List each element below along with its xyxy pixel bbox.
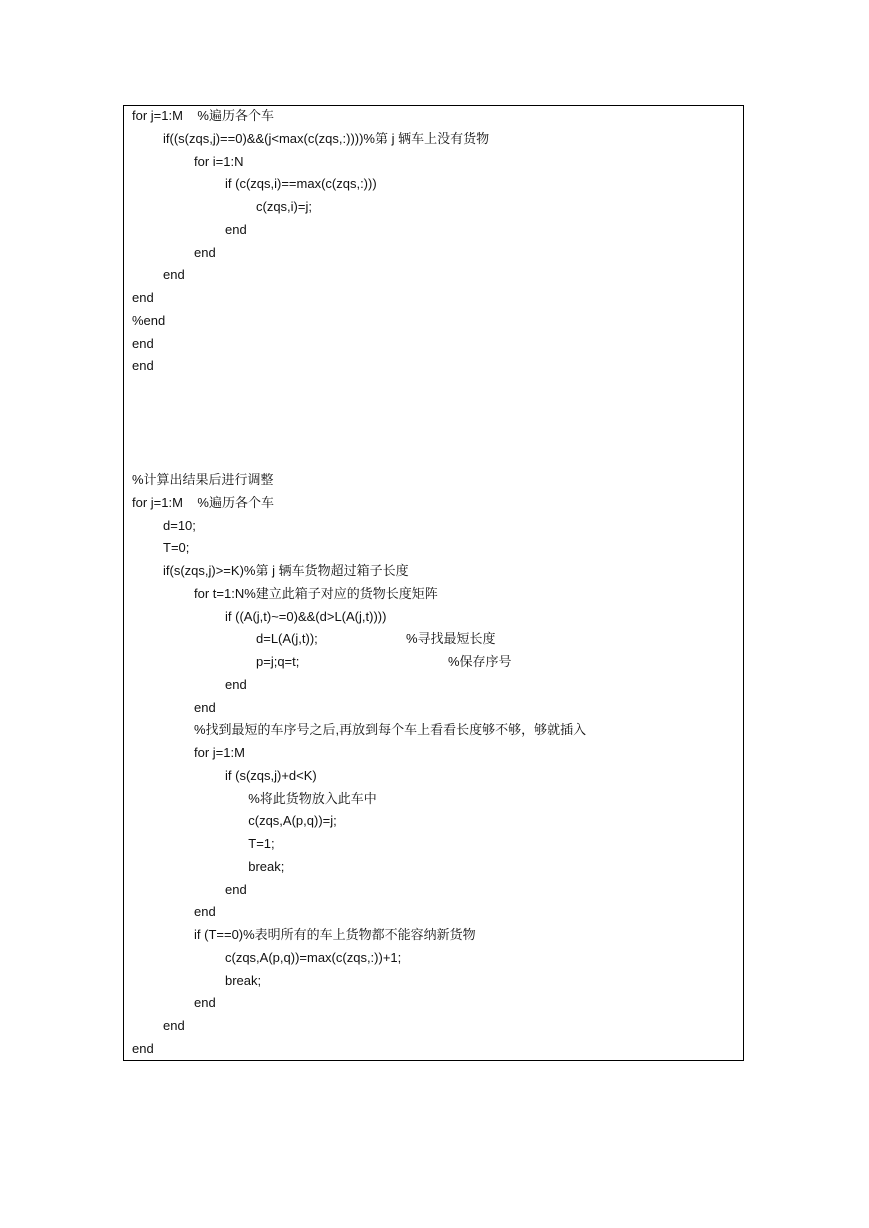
code-line: for j=1:M %遍历各个车 (132, 108, 274, 123)
code-line: end (163, 267, 185, 283)
code-line: for j=1:M %遍历各个车 (132, 494, 274, 510)
code-line: if (c(zqs,i)==max(c(zqs,:))) (225, 176, 377, 192)
code-line: end (132, 358, 154, 374)
code-line: end (132, 1040, 154, 1056)
code-line: end (225, 881, 247, 897)
code-block (123, 105, 744, 1061)
code-line: for j=1:M (194, 745, 245, 760)
code-line: if(s(zqs,j)>=K)%第 j 辆车货物超过箱子长度 (163, 563, 409, 578)
code-comment: %寻找最短长度 (406, 631, 496, 647)
code-line: if (T==0)%表明所有的车上货物都不能容纳新货物 (194, 927, 476, 942)
code-line: break; (248, 858, 285, 874)
code-line: end (194, 244, 216, 260)
code-line: p=j;q=t; (256, 654, 300, 669)
code-line: end (194, 699, 216, 715)
code-line: T=0; (163, 540, 190, 556)
code-line: end (132, 335, 154, 351)
code-line: for i=1:N (194, 153, 244, 169)
code-line: end (132, 290, 154, 305)
code-comment: %保存序号 (448, 654, 512, 669)
code-line: %end (132, 312, 166, 328)
code-line: end (225, 676, 247, 692)
code-line: c(zqs,A(p,q))=j; (248, 813, 337, 829)
code-line: d=10; (163, 517, 196, 533)
code-line: T=1; (248, 836, 275, 851)
code-line: d=L(A(j,t)); (256, 631, 318, 647)
code-line: %将此货物放入此车中 (248, 790, 377, 806)
code-line: if ((A(j,t)~=0)&&(d>L(A(j,t)))) (225, 608, 387, 624)
code-line: if((s(zqs,j)==0)&&(j<max(c(zqs,:))))%第 j 辆车上没有货物 (163, 130, 490, 146)
code-line: end (194, 995, 216, 1011)
code-line: c(zqs,i)=j; (256, 199, 312, 214)
code-line: end (163, 1018, 185, 1033)
code-line: break; (225, 972, 262, 988)
code-line: %计算出结果后进行调整 (132, 472, 274, 487)
code-line: for t=1:N%建立此箱子对应的货物长度矩阵 (194, 585, 438, 601)
code-line: end (225, 221, 247, 237)
code-line: c(zqs,A(p,q))=max(c(zqs,:))+1; (225, 949, 402, 965)
code-line: if (s(zqs,j)+d<K) (225, 767, 317, 783)
code-line: %找到最短的车序号之后,再放到每个车上看看长度够不够，够就插入 (194, 722, 587, 738)
code-line: end (194, 904, 216, 920)
